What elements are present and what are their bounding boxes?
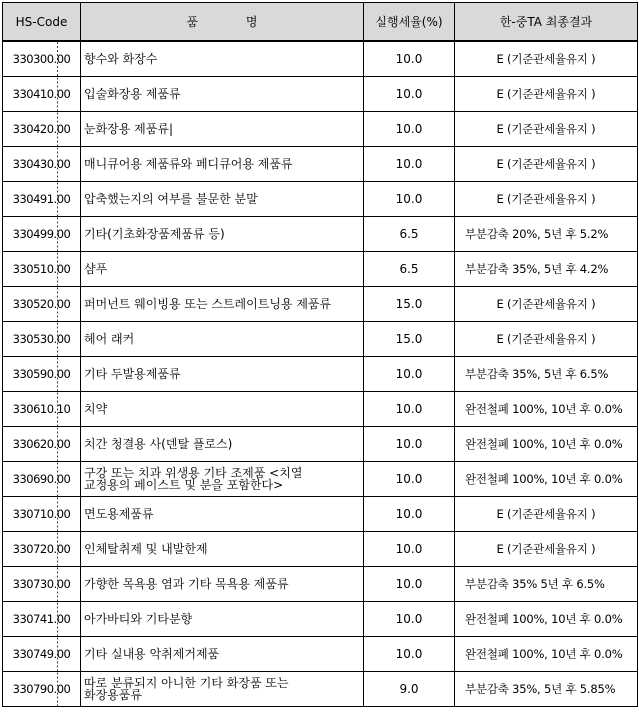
table-row (3, 637, 638, 672)
result-cell: E (기준관세율유지 ) (455, 322, 638, 357)
hs-code-cell: 330510.00 (3, 252, 81, 287)
result-cell: E (기준관세율유지 ) (455, 287, 638, 322)
hs-code-cell: 330710.00 (3, 497, 81, 532)
table-row (3, 77, 638, 112)
hs-code-cell: 330300.00 (3, 41, 81, 77)
header-result: 한-중TA 최종결과 (455, 3, 638, 42)
result-cell: E (기준관세율유지 ) (455, 147, 638, 182)
result-cell: 부분감축 35%, 5년 후 5.85% (455, 672, 638, 707)
hs-code-cell: 330730.00 (3, 567, 81, 602)
table-row (3, 462, 638, 497)
rate-cell: 10.0 (364, 462, 455, 497)
rate-cell: 10.0 (364, 567, 455, 602)
hs-code-cell: 330690.00 (3, 462, 81, 497)
table-row (3, 357, 638, 392)
rate-cell: 9.0 (364, 672, 455, 707)
item-name-cell (81, 672, 364, 707)
hs-code-cell: 330430.00 (3, 147, 81, 182)
hs-code-cell: 330741.00 (3, 602, 81, 637)
table-row (3, 567, 638, 602)
item-name-cell (81, 462, 364, 497)
hs-code-cell: 330620.00 (3, 427, 81, 462)
hs-code-cell: 330749.00 (3, 637, 81, 672)
rate-cell: 10.0 (364, 182, 455, 217)
item-name-cell: 기타 실내용 악취제거제품 (81, 637, 364, 672)
result-cell: 완전철폐 100%, 10년 후 0.0% (455, 462, 638, 497)
rate-cell: 10.0 (364, 602, 455, 637)
table-row (3, 252, 638, 287)
table-row (3, 427, 638, 462)
rate-cell: 10.0 (364, 497, 455, 532)
table-row (3, 217, 638, 252)
hs-code-cell: 330790.00 (3, 672, 81, 707)
hs-code-cell: 330720.00 (3, 532, 81, 567)
rate-cell: 10.0 (364, 147, 455, 182)
result-cell: E (기준관세율유지 ) (455, 182, 638, 217)
result-cell: 부분감축 35% 5년 후 6.5% (455, 567, 638, 602)
rate-cell: 6.5 (364, 217, 455, 252)
item-name-cell: 기타 두발용제품류 (81, 357, 364, 392)
rate-cell: 10.0 (364, 77, 455, 112)
result-cell: E (기준관세율유지 ) (455, 41, 638, 77)
hs-code-cell: 330610.10 (3, 392, 81, 427)
hs-code-cell: 330491.00 (3, 182, 81, 217)
item-name-line: 구강 또는 치과 위생용 기타 조제품 <치열 (84, 466, 303, 480)
item-name-cell: 가향한 목욕용 염과 기타 목욕용 제품류 (81, 567, 364, 602)
hs-code-cell: 330520.00 (3, 287, 81, 322)
result-cell: 부분감축 35%, 5년 후 6.5% (455, 357, 638, 392)
table-row (3, 41, 638, 77)
rate-cell: 15.0 (364, 287, 455, 322)
table-row (3, 182, 638, 217)
item-name-cell: 입술화장용 제품류 (81, 77, 364, 112)
rate-cell: 10.0 (364, 532, 455, 567)
item-name-cell: 치약 (81, 392, 364, 427)
item-name-cell: 샴푸 (81, 252, 364, 287)
header-item-name: 품 명 (81, 3, 364, 42)
tariff-table (2, 2, 638, 707)
result-cell: 부분감축 35%, 5년 후 4.2% (455, 252, 638, 287)
table-row (3, 322, 638, 357)
rate-cell: 10.0 (364, 357, 455, 392)
table-row (3, 532, 638, 567)
hs-code-cell: 330590.00 (3, 357, 81, 392)
rate-cell: 6.5 (364, 252, 455, 287)
header-hs-code: HS-Code (3, 3, 81, 42)
result-cell: E (기준관세율유지 ) (455, 497, 638, 532)
table-row (3, 392, 638, 427)
hs-code-cell: 330530.00 (3, 322, 81, 357)
hs-code-cell: 330420.00 (3, 112, 81, 147)
rate-cell: 15.0 (364, 322, 455, 357)
table-row (3, 287, 638, 322)
item-name-cell: 치간 청결용 사(덴탈 플로스) (81, 427, 364, 462)
rate-cell: 10.0 (364, 637, 455, 672)
item-name-line: 화장용품류 (84, 688, 142, 702)
item-name-cell: 아가바티와 기타분향 (81, 602, 364, 637)
header-rate: 실행세율(%) (364, 3, 455, 42)
item-name-cell: 압축했는지의 여부를 불문한 분말 (81, 182, 364, 217)
result-cell: 완전철폐 100%, 10년 후 0.0% (455, 637, 638, 672)
item-name-cell: 눈화장용 제품류| (81, 112, 364, 147)
rate-cell: 10.0 (364, 427, 455, 462)
header-row (3, 3, 638, 42)
result-cell: E (기준관세율유지 ) (455, 77, 638, 112)
table-row (3, 147, 638, 182)
item-name-line: 따로 분류되지 아니한 기타 화장품 또는 (84, 676, 289, 690)
table-row (3, 672, 638, 707)
item-name-cell: 헤어 래커 (81, 322, 364, 357)
hs-code-cell: 330499.00 (3, 217, 81, 252)
rate-cell: 10.0 (364, 392, 455, 427)
result-cell: 완전철폐 100%, 10년 후 0.0% (455, 602, 638, 637)
item-name-cell: 인체탈취제 및 내발한제 (81, 532, 364, 567)
item-name-cell: 향수와 화장수 (81, 41, 364, 77)
table-row (3, 602, 638, 637)
table-row (3, 112, 638, 147)
item-name-cell: 퍼머넌트 웨이빙용 또는 스트레이트닝용 제품류 (81, 287, 364, 322)
rate-cell: 10.0 (364, 112, 455, 147)
result-cell: E (기준관세율유지 ) (455, 532, 638, 567)
result-cell: 완전철폐 100%, 10년 후 0.0% (455, 427, 638, 462)
item-name-line: 교정용의 페이스트 및 분을 포함한다> (84, 478, 284, 492)
rate-cell: 10.0 (364, 41, 455, 77)
item-name-cell: 기타(기초화장품제품류 등) (81, 217, 364, 252)
result-cell: 완전철폐 100%, 10년 후 0.0% (455, 392, 638, 427)
result-cell: 부분감축 20%, 5년 후 5.2% (455, 217, 638, 252)
item-name-cell: 매니큐어용 제품류와 페디큐어용 제품류 (81, 147, 364, 182)
item-name-cell: 면도용제품류 (81, 497, 364, 532)
result-cell: E (기준관세율유지 ) (455, 112, 638, 147)
hs-code-cell: 330410.00 (3, 77, 81, 112)
table-row (3, 497, 638, 532)
